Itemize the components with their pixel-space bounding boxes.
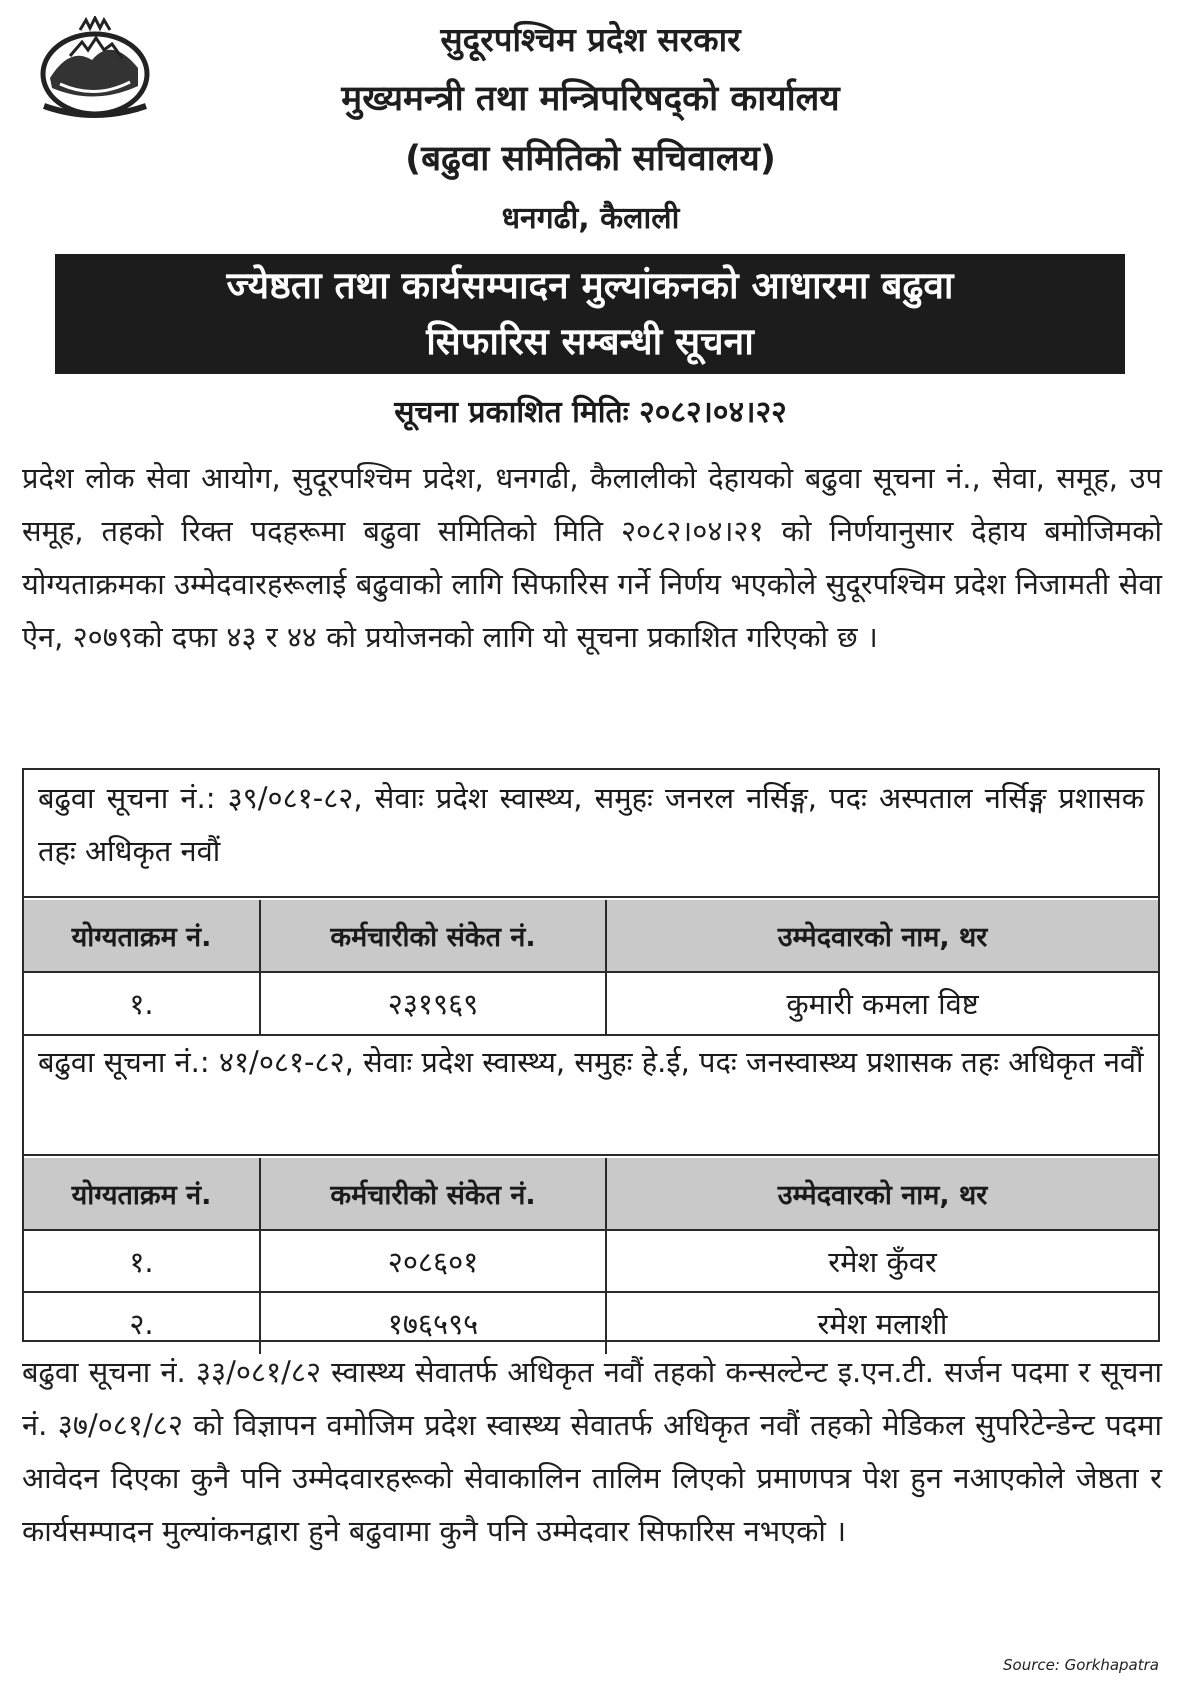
cell-candidate-name: रमेश मलाशी	[606, 1292, 1158, 1354]
cell-candidate-name: रमेश कुँवर	[606, 1230, 1158, 1292]
table-row	[24, 1230, 1158, 1292]
banner-line-2: सिफारिस सम्बन्धी सूचना	[426, 320, 754, 363]
section-2-notice: बढुवा सूचना नं.: ४१/०८१-८२, सेवाः प्रदेश स्वास्थ्य, समुहः हे.ई, पदः जनस्वास्थ्य प्रशासक तहः अधिकृत नवौं	[24, 1034, 1158, 1156]
col-header-candidate-name: उम्मेदवारको नाम, थर	[606, 1158, 1158, 1230]
col-header-rank: योग्यताक्रम नं.	[24, 1158, 260, 1230]
table-header-row	[24, 900, 1158, 972]
col-header-candidate-name: उम्मेदवारको नाम, थर	[606, 900, 1158, 972]
section-1-table	[24, 900, 1158, 1034]
publication-date: सूचना प्रकाशित मितिः २०८२।०४।२२	[394, 395, 787, 430]
cell-rank: १.	[24, 1230, 260, 1292]
cell-employee-code: १७६५९५	[260, 1292, 606, 1354]
cell-rank: २.	[24, 1292, 260, 1354]
closing-paragraph: बढुवा सूचना नं. ३३/०८१/८२ स्वास्थ्य सेवातर्फ अधिकृत नवौं तहको कन्सल्टेन्ट इ.एन.टी. सर्जन पदमा र सूचना नं. ३७/०८१/८२ को विज्ञापन वमोजिम प्रदेश स्वास्थ्य सेवातर्फ अधिकृत नवौं तहको मेडिकल सुपरिटेन्डेन्ट पदमा आवेदन दिएका कुनै पनि उम्मेदवारहरूको सेवाकालिन तालिम लिएको प्रमाणपत्र पेश हुन नआएकोले जेष्ठता र कार्यसम्पादन मुल्यांकनद्वारा हुने बढुवामा कुनै पनि उम्मेदवार सिफारिस नभएको ।	[22, 1355, 1162, 1548]
table-row	[24, 1292, 1158, 1354]
source-credit: Source: Gorkhapatra	[1003, 1656, 1159, 1674]
section-2-table	[24, 1158, 1158, 1354]
table-row	[24, 972, 1158, 1034]
col-header-employee-code: कर्मचारीको संकेत नं.	[260, 1158, 606, 1230]
notice-title-banner	[55, 254, 1125, 374]
promotion-tables-box	[22, 768, 1160, 1342]
banner-line-1: ज्येष्ठता तथा कार्यसम्पादन मुल्यांकनको आधारमा बढुवा	[226, 264, 954, 307]
intro-paragraph: प्रदेश लोक सेवा आयोग, सुदूरपश्चिम प्रदेश, धनगढी, कैलालीको देहायको बढुवा सूचना नं., सेवा, समूह, उप समूह, तहको रिक्त पदहरूमा बढुवा समितिको मिति २०८२।०४।२१ को निर्णयानुसार देहाय बमोजिमको योग्यताक्रमका उम्मेदवारहरूलाई बढुवाको लागि सिफारिस गर्ने निर्णय भएकोले सुदूरपश्चिम प्रदेश निजामती सेवा ऐन, २०७९को दफा ४३ र ४४ को प्रयोजनको लागि यो सूचना प्रकाशित गरिएको छ ।	[22, 461, 1162, 654]
office-secretariat: (बढुवा समितिको सचिवालय)	[405, 139, 776, 179]
col-header-rank: योग्यताक्रम नं.	[24, 900, 260, 972]
cell-candidate-name: कुमारी कमला विष्ट	[606, 972, 1158, 1034]
cell-employee-code: २०८६०१	[260, 1230, 606, 1292]
section-1-notice: बढुवा सूचना नं.: ३९/०८१-८२, सेवाः प्रदेश स्वास्थ्य, समुहः जनरल नर्सिङ्ग, पदः अस्पताल नर्सिङ्ग प्रशासक तहः अधिकृत नवौं	[24, 772, 1158, 898]
office-name: मुख्यमन्त्री तथा मन्त्रिपरिषद्को कार्यालय	[341, 79, 840, 119]
cell-rank: १.	[24, 972, 260, 1034]
office-location: धनगढी, कैलाली	[501, 201, 680, 236]
col-header-employee-code: कर्मचारीको संकेत नं.	[260, 900, 606, 972]
office-province: सुदूरपश्चिम प्रदेश सरकार	[440, 20, 741, 59]
cell-employee-code: २३१९६९	[260, 972, 606, 1034]
table-header-row	[24, 1158, 1158, 1230]
